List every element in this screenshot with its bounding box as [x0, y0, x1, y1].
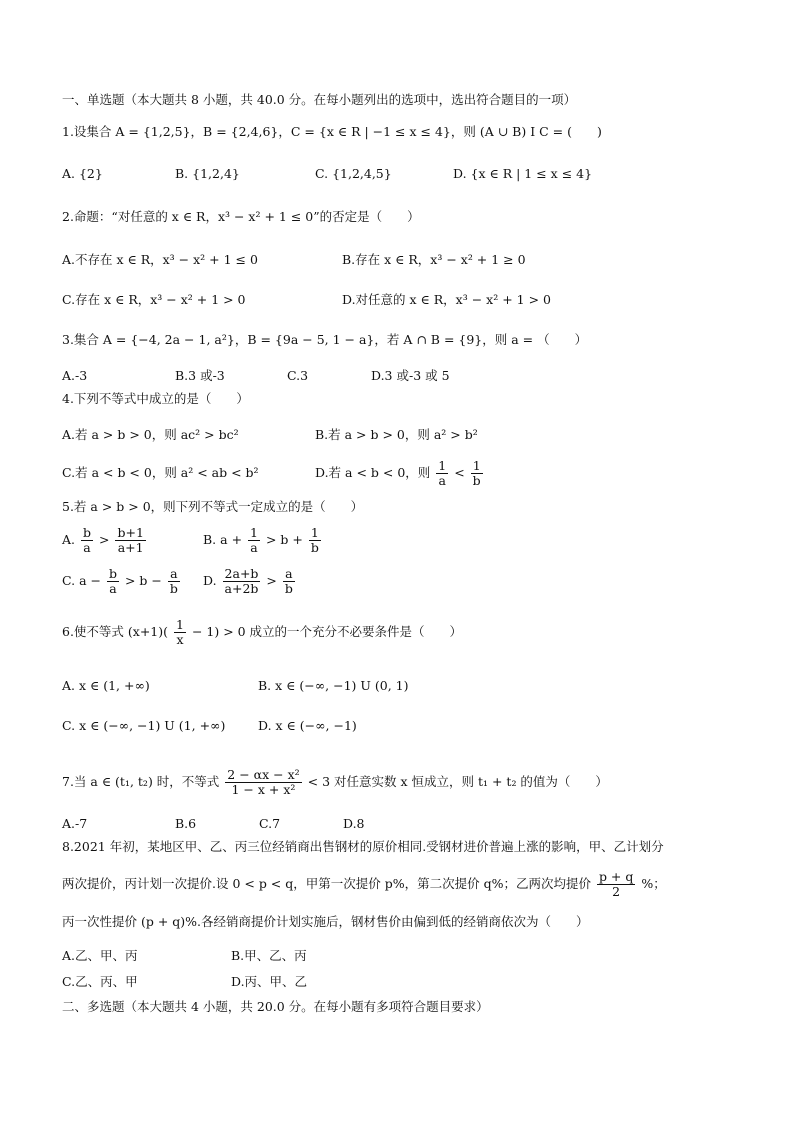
- q7-option-d: D.8: [343, 816, 365, 831]
- operator: >: [266, 573, 277, 588]
- fraction: [168, 567, 180, 596]
- fraction-denominator: 2: [612, 884, 621, 899]
- q3-stem: 3.集合 A = {−4, 2a − 1, a²}，B = {9a − 5, 1 − a}，若 A ∩ B = {9}，则 a = （ ）: [62, 332, 588, 347]
- fraction-denominator: b: [169, 581, 178, 596]
- fraction: [174, 618, 186, 647]
- q1-stem: 1.设集合 A = {1,2,5}，B = {2,4,6}，C = {x ∈ R | −1 ≤ x ≤ 4}，则 (A ∪ B) I C = ( ): [62, 124, 602, 139]
- fraction-denominator: a: [438, 473, 446, 488]
- option-label: A.: [62, 532, 76, 547]
- q2-stem: 2.命题：“对任意的 x ∈ R，x³ − x² + 1 ≤ 0”的否定是（ ）: [62, 209, 420, 224]
- fraction: [309, 526, 321, 555]
- fraction: [283, 567, 295, 596]
- fraction: [81, 526, 93, 555]
- fraction-denominator: a: [250, 540, 258, 555]
- q3-option-c: C.3: [287, 368, 309, 383]
- fraction-numerator: b: [83, 525, 92, 540]
- fraction-denominator: b: [310, 540, 319, 555]
- q5-option-a: [62, 522, 148, 558]
- fraction-numerator: 1: [438, 458, 447, 473]
- operator: >: [99, 532, 110, 547]
- fraction-denominator: a: [109, 581, 117, 596]
- q4-option-d-operator: <: [454, 465, 465, 480]
- q5-option-b: [203, 522, 323, 558]
- q8-option-d: D.丙、甲、乙: [231, 974, 308, 989]
- expression: a +: [220, 532, 243, 547]
- q1-option-a: A. {2}: [62, 166, 103, 181]
- q6-option-c: C. x ∈ (−∞, −1) U (1, +∞): [62, 718, 226, 733]
- q3-option-d: D.3 或-3 或 5: [371, 368, 450, 383]
- fraction: [223, 567, 261, 596]
- expression: > b −: [124, 573, 162, 588]
- fraction: [597, 870, 635, 899]
- fraction-denominator: b: [472, 473, 481, 488]
- q6-option-a: A. x ∈ (1, +∞): [62, 678, 150, 693]
- q3-option-a: A.-3: [62, 368, 88, 383]
- q7-option-b: B.6: [175, 816, 197, 831]
- q4-option-d-prefix: D.若 a < b < 0，则: [315, 465, 431, 480]
- q8-option-b: B.甲、乙、丙: [231, 948, 307, 963]
- fraction: [107, 567, 119, 596]
- q1-option-b: B. {1,2,4}: [175, 166, 240, 181]
- q8-line-2-suffix: %；: [641, 876, 666, 891]
- q8-line-2: [62, 866, 666, 902]
- q6-stem-suffix: − 1) > 0 成立的一个充分不必要条件是（ ）: [191, 624, 463, 639]
- q3-option-b: B.3 或-3: [175, 368, 225, 383]
- q7-stem-prefix: 7.当 a ∈ (t₁, t₂) 时，不等式: [62, 774, 220, 789]
- fraction-denominator: a+2b: [224, 581, 259, 596]
- option-label: D.: [203, 573, 217, 588]
- q2-option-b: B.存在 x ∈ R，x³ − x² + 1 ≥ 0: [342, 252, 526, 267]
- fraction: [248, 526, 260, 555]
- fraction-numerator: 1: [250, 525, 258, 540]
- expression: a −: [79, 573, 101, 588]
- q1-option-c: C. {1,2,4,5}: [315, 166, 392, 181]
- fraction-denominator: x: [176, 632, 184, 647]
- fraction-denominator: a: [83, 540, 91, 555]
- fraction: [115, 526, 145, 555]
- q4-option-d: [315, 455, 485, 491]
- q4-option-d-fraction-2: [471, 459, 483, 488]
- q6-option-b: B. x ∈ (−∞, −1) U (0, 1): [258, 678, 409, 693]
- q2-option-a: A.不存在 x ∈ R，x³ − x² + 1 ≤ 0: [62, 252, 258, 267]
- fraction: [225, 768, 301, 797]
- q8-option-c: C.乙、丙、甲: [62, 974, 138, 989]
- q8-line-1: 8.2021 年初，某地区甲、乙、丙三位经销商出售钢材的原价相同.受钢材进价普遍上涨的影响，甲、乙计划分: [62, 839, 664, 854]
- fraction-numerator: 1: [471, 459, 483, 474]
- q6-stem-prefix: 6.使不等式 (x+1)(: [62, 624, 169, 639]
- q2-option-d: D.对任意的 x ∈ R，x³ − x² + 1 > 0: [342, 292, 551, 307]
- section2-header: 二、多选题（本大题共 4 小题，共 20.0 分。在每小题有多项符合题目要求）: [62, 999, 489, 1014]
- q6-option-d: D. x ∈ (−∞, −1): [258, 718, 357, 733]
- q7-stem: [62, 764, 608, 800]
- q4-option-c: C.若 a < b < 0，则 a² < ab < b²: [62, 465, 259, 480]
- q8-line-3: 丙一次性提价 (p + q)%.各经销商提价计划实施后，钢材售价由偏到低的经销商依次为（ ）: [62, 914, 589, 929]
- q4-option-b: B.若 a > b > 0，则 a² > b²: [315, 427, 478, 442]
- fraction-numerator: b+1: [117, 525, 144, 540]
- q4-option-d-fraction-1: [436, 459, 448, 488]
- q5-stem: 5.若 a > b > 0，则下列不等式一定成立的是（ ）: [62, 499, 364, 514]
- q1-option-d: D. {x ∈ R | 1 ≤ x ≤ 4}: [453, 166, 593, 181]
- fraction-denominator: a+1: [117, 540, 144, 555]
- q7-option-a: A.-7: [62, 816, 88, 831]
- fraction-numerator: 2 − αx − x²: [227, 767, 300, 782]
- fraction-denominator: 1 − x + x²: [231, 782, 296, 797]
- fraction-numerator: a: [168, 567, 180, 582]
- fraction-numerator: 1: [309, 526, 321, 541]
- q8-option-a: A.乙、甲、丙: [62, 948, 138, 963]
- fraction-numerator: a: [283, 567, 295, 582]
- q4-stem: 4.下列不等式中成立的是（ ）: [62, 391, 249, 406]
- option-label: C.: [62, 573, 76, 588]
- fraction-numerator: 2a+b: [224, 566, 259, 581]
- fraction-numerator: b: [108, 566, 117, 581]
- q7-stem-suffix: < 3 对任意实数 x 恒成立，则 t₁ + t₂ 的值为（ ）: [307, 774, 608, 789]
- q6-stem: [62, 614, 462, 650]
- fraction-numerator: p + q: [598, 869, 634, 884]
- q7-option-c: C.7: [259, 816, 281, 831]
- fraction-denominator: b: [284, 581, 293, 596]
- q4-option-a: A.若 a > b > 0，则 ac² > bc²: [62, 427, 239, 442]
- section1-header: 一、单选题（本大题共 8 小题，共 40.0 分。在每小题列出的选项中，选出符合题目的一项）: [62, 92, 577, 107]
- q2-option-c: C.存在 x ∈ R，x³ − x² + 1 > 0: [62, 292, 246, 307]
- fraction-numerator: 1: [176, 617, 184, 632]
- q8-line-2-prefix: 两次提价，丙计划一次提价.设 0 < p < q，甲第一次提价 p%，第二次提价 q%；乙两次均提价: [62, 876, 591, 891]
- expression: > b +: [265, 532, 303, 547]
- option-label: B.: [203, 532, 217, 547]
- q5-option-d: [203, 563, 297, 599]
- q5-option-c: [62, 563, 182, 599]
